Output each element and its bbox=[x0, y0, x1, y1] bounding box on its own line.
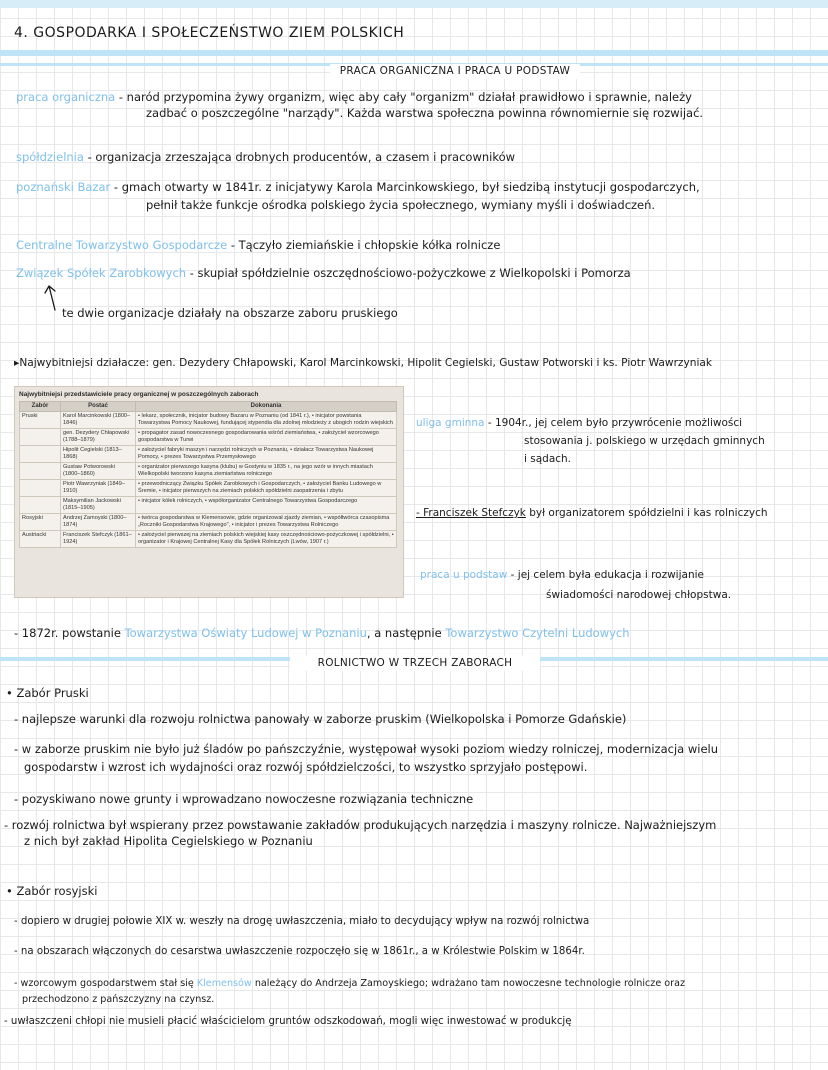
table-cell: • przewodniczący Związku Spółek Zarobkowych i Gospodarczych, • założyciel Banku Ludowego w Śremie, • inicjator pierwszych na ziemiach polskich spółdzielni zaopatrzenia i zbytu bbox=[136, 480, 397, 497]
table-header-postac: Postać bbox=[61, 402, 136, 412]
tol-middle: , a następnie bbox=[366, 626, 442, 640]
textbook-table-title: Najwybitniejsi przedstawiciele pracy organicznej w poszczególnych zaborach bbox=[19, 391, 259, 398]
def-text: - naród przypomina żywy organizm, więc aby cały "organizm" działał prawidłowo i sprawnie, należy bbox=[118, 90, 692, 104]
table-row bbox=[20, 480, 397, 497]
table-cell bbox=[20, 480, 61, 497]
def-text: - gmach otwarty w 1841r. z inicjatywy Karola Marcinkowskiego, był siedzibą instytucji gospodarczych, bbox=[113, 180, 700, 194]
term-zsz: Związek Spółek Zarobkowych bbox=[16, 266, 187, 280]
note-praca-u-podstaw-line2: świadomości narodowej chłopstwa. bbox=[546, 589, 732, 601]
note-stefczyk bbox=[416, 506, 828, 521]
pruski-point-4: - rozwój rolnictwa był wspierany przez powstawanie zakładów produkujących narzędzia i maszyny rolnicze. Najważniejszym bbox=[4, 818, 717, 832]
table-row bbox=[20, 514, 397, 531]
table-cell: • lekarz, społecznik, inicjator budowy Bazaru w Poznaniu (od 1841 r.), • inicjator powstania Towarzystwa Pomocy Naukowej, fundującej stypendia dla zdolnej młodzieży z ubogich rodzin wiejskich bbox=[136, 412, 397, 429]
table-cell: • założyciel fabryki maszyn i narzędzi rolniczych w Poznaniu, • działacz Towarzystwa Naukowej Pomocy, • prezes Towarzystwa Przemysłowego bbox=[136, 446, 397, 463]
def-text: - Tączyło ziemiańskie i chłopskie kółka rolnicze bbox=[230, 238, 501, 252]
def-praca-organiczna-line2: zadbać o poszczególne "narządy". Każda warstwa społeczna powinna równomiernie się rozwijać. bbox=[146, 106, 704, 120]
tol-prefix: - 1872r. powstanie bbox=[14, 626, 121, 640]
pruski-point-2: - w zaborze pruskim nie było już śladów po pańszczyźnie, występował wysoki poziom wiedzy rolniczej, modernizacja wielu bbox=[14, 742, 719, 756]
def-ctg bbox=[16, 238, 816, 253]
table-cell: • inicjator kółek rolniczych, • współorganizator Centralnego Towarzystwa Gospodarczego bbox=[136, 497, 397, 514]
table-row bbox=[20, 429, 397, 446]
table-cell: Gustaw Potworowski (1800–1860) bbox=[61, 463, 136, 480]
pruski-point-4-cont: z nich był zakład Hipolita Cegielskiego w Poznaniu bbox=[24, 834, 313, 848]
def-text: - skupiał spółdzielnie oszczędnościowo-pożyczkowe z Wielkopolski i Pomorza bbox=[189, 266, 631, 280]
note-text: był organizatorem spółdzielni i kas rolniczych bbox=[529, 507, 768, 519]
term-uliga: uliga gminna bbox=[416, 417, 485, 429]
note-uliga bbox=[416, 416, 826, 431]
textbook-table bbox=[19, 401, 397, 548]
pruski-point-2-cont: gospodarstw i wzrost ich wydajności oraz rozwój spółdzielczości, to wszystko sprzyjało postępowi. bbox=[24, 760, 588, 774]
organizations-note: te dwie organizacje działały na obszarze zaboru pruskiego bbox=[62, 306, 398, 320]
rosyjski-point-1: - dopiero w drugiej połowie XIX w. weszły na drogę uwłaszczenia, miało to decydujący wpływ na rozwój rolnictwa bbox=[14, 916, 590, 927]
table-cell: Pruski bbox=[20, 412, 61, 429]
term-tol: Towarzystwa Oświaty Ludowej w Poznaniu bbox=[124, 626, 367, 640]
note-uliga-line3: i sądach. bbox=[524, 453, 572, 465]
term-spoldzielnia: spółdzielnia bbox=[16, 150, 84, 164]
table-cell bbox=[20, 497, 61, 514]
page-title: 4. GOSPODARKA I SPOŁECZEŃSTWO ZIEM POLSKICH bbox=[14, 25, 405, 41]
rosyjski-3-prefix: - wzorcowym gospodarstwem stał się bbox=[14, 978, 194, 989]
table-cell: • organizator pierwszego kasyna (klubu) w Gostyniu w 1835 r., na jego wzór w innych miastach Wielkopolski tworzono kasyna ziemiaństwa rolniczego bbox=[136, 463, 397, 480]
def-bazar-line2: pełnił także funkcje ośrodka polskiego życia społecznego, wymiany myśli i doświadczeń. bbox=[146, 198, 656, 212]
table-row bbox=[20, 531, 397, 548]
table-row bbox=[20, 446, 397, 463]
term-klemensow: Klemensów bbox=[196, 978, 252, 989]
term-stefczyk: - Franciszek Stefczyk bbox=[416, 507, 526, 519]
table-header-dokonania: Dokonania bbox=[136, 402, 397, 412]
table-cell: Hipolit Cegielski (1813–1868) bbox=[61, 446, 136, 463]
note-text: - jej celem była edukacja i rozwijanie bbox=[510, 569, 704, 581]
def-praca-organiczna bbox=[16, 90, 816, 105]
term-bazar: poznański Bazar bbox=[16, 180, 111, 194]
table-header-zabor: Zabór bbox=[20, 402, 61, 412]
table-cell: Rosyjski bbox=[20, 514, 61, 531]
table-cell: Maksymilian Jackowski (1815–1905) bbox=[61, 497, 136, 514]
top-band bbox=[0, 0, 828, 8]
note-text: - 1904r., jej celem było przywrócenie możliwości bbox=[487, 417, 743, 429]
note-uliga-line2: stosowania j. polskiego w urzędach gminnych bbox=[524, 435, 765, 447]
section1-title: PRACA ORGANICZNA I PRACA U PODSTAW bbox=[330, 64, 580, 79]
table-row bbox=[20, 412, 397, 429]
table-cell: Andrzej Zamoyski (1800–1874) bbox=[61, 514, 136, 531]
table-cell bbox=[20, 463, 61, 480]
note-praca-u-podstaw bbox=[420, 568, 820, 583]
rosyjski-3-suffix: należący do Andrzeja Zamoyskiego; wdrażano tam nowoczesne technologie rolnicze oraz bbox=[254, 978, 686, 989]
term-ctg: Centralne Towarzystwo Gospodarcze bbox=[16, 238, 228, 252]
table-cell: • twórca gospodarstwa w Klemensowie, gdzie organizował zjazdy ziemian, • współtwórca czasopisma „Roczniki Gospodarstwa Krajowego", • inicjator i prezes Towarzystwa Rolniczego bbox=[136, 514, 397, 531]
section2-title: ROLNICTWO W TRZECH ZABORACH bbox=[290, 656, 540, 671]
rosyjski-point-3 bbox=[14, 976, 826, 991]
table-cell bbox=[20, 446, 61, 463]
pruski-point-3: - pozyskiwano nowe grunty i wprowadzano nowoczesne rozwiązania techniczne bbox=[14, 792, 474, 806]
def-bazar bbox=[16, 180, 816, 195]
activists-line: ▸Najwybitniejsi działacze: gen. Dezydery Chłapowski, Karol Marcinkowski, Hipolit Cegielski, Gustaw Potworski i ks. Piotr Wawrzyniak bbox=[14, 357, 713, 369]
table-cell: • propagator zasad nowoczesnego gospodarowania wśród ziemiaństwa, • założyciel wzorcowego gospodarstwa w Turwi bbox=[136, 429, 397, 446]
tol-line bbox=[14, 626, 824, 641]
table-cell: • założyciel pierwszej na ziemiach polskich wiejskiej kasy oszczędnościowo-pożyczkowej i spółdzielni, • organizator i Krajowej Centralnej Kasy dla Spółek Rolniczych (Lwów, 1907 r.) bbox=[136, 531, 397, 548]
rosyjski-point-2: - na obszarach włączonych do cesarstwa uwłaszczenie rozpoczęło się w 1861r., a w Królestwie Polskim w 1864r. bbox=[14, 946, 585, 957]
term-praca-organiczna: praca organiczna bbox=[16, 90, 116, 104]
table-row bbox=[20, 463, 397, 480]
table-cell: Franciszek Stefczyk (1861–1924) bbox=[61, 531, 136, 548]
pruski-point-1: - najlepsze warunki dla rozwoju rolnictwa panowały w zaborze pruskim (Wielkopolska i Pomorze Gdańskie) bbox=[14, 712, 627, 726]
title-underline-bar bbox=[0, 50, 828, 56]
textbook-table-photo bbox=[14, 386, 404, 598]
pruski-heading: • Zabór Pruski bbox=[6, 686, 89, 700]
term-tcl: Towarzystwo Czytelni Ludowych bbox=[445, 626, 630, 640]
table-cell: gen. Dezydery Chłapowski (1788–1879) bbox=[61, 429, 136, 446]
rosyjski-heading: • Zabór rosyjski bbox=[6, 884, 98, 898]
table-cell bbox=[20, 429, 61, 446]
table-cell: Austriacki bbox=[20, 531, 61, 548]
def-zsz bbox=[16, 266, 816, 281]
rosyjski-point-3-cont: przechodzono z pańszczyzny na czynsz. bbox=[22, 994, 215, 1005]
table-cell: Piotr Wawrzyniak (1849–1910) bbox=[61, 480, 136, 497]
def-spoldzielnia bbox=[16, 150, 816, 165]
def-text: - organizacja zrzeszająca drobnych producentów, a czasem i pracowników bbox=[87, 150, 516, 164]
rosyjski-point-4: - uwłaszczeni chłopi nie musieli płacić właścicielom gruntów odszkodowań, mogli więc inwestować w produkcję bbox=[4, 1016, 572, 1027]
table-row bbox=[20, 497, 397, 514]
term-praca-u-podstaw: praca u podstaw bbox=[420, 569, 508, 581]
table-cell: Karol Marcinkowski (1800–1846) bbox=[61, 412, 136, 429]
